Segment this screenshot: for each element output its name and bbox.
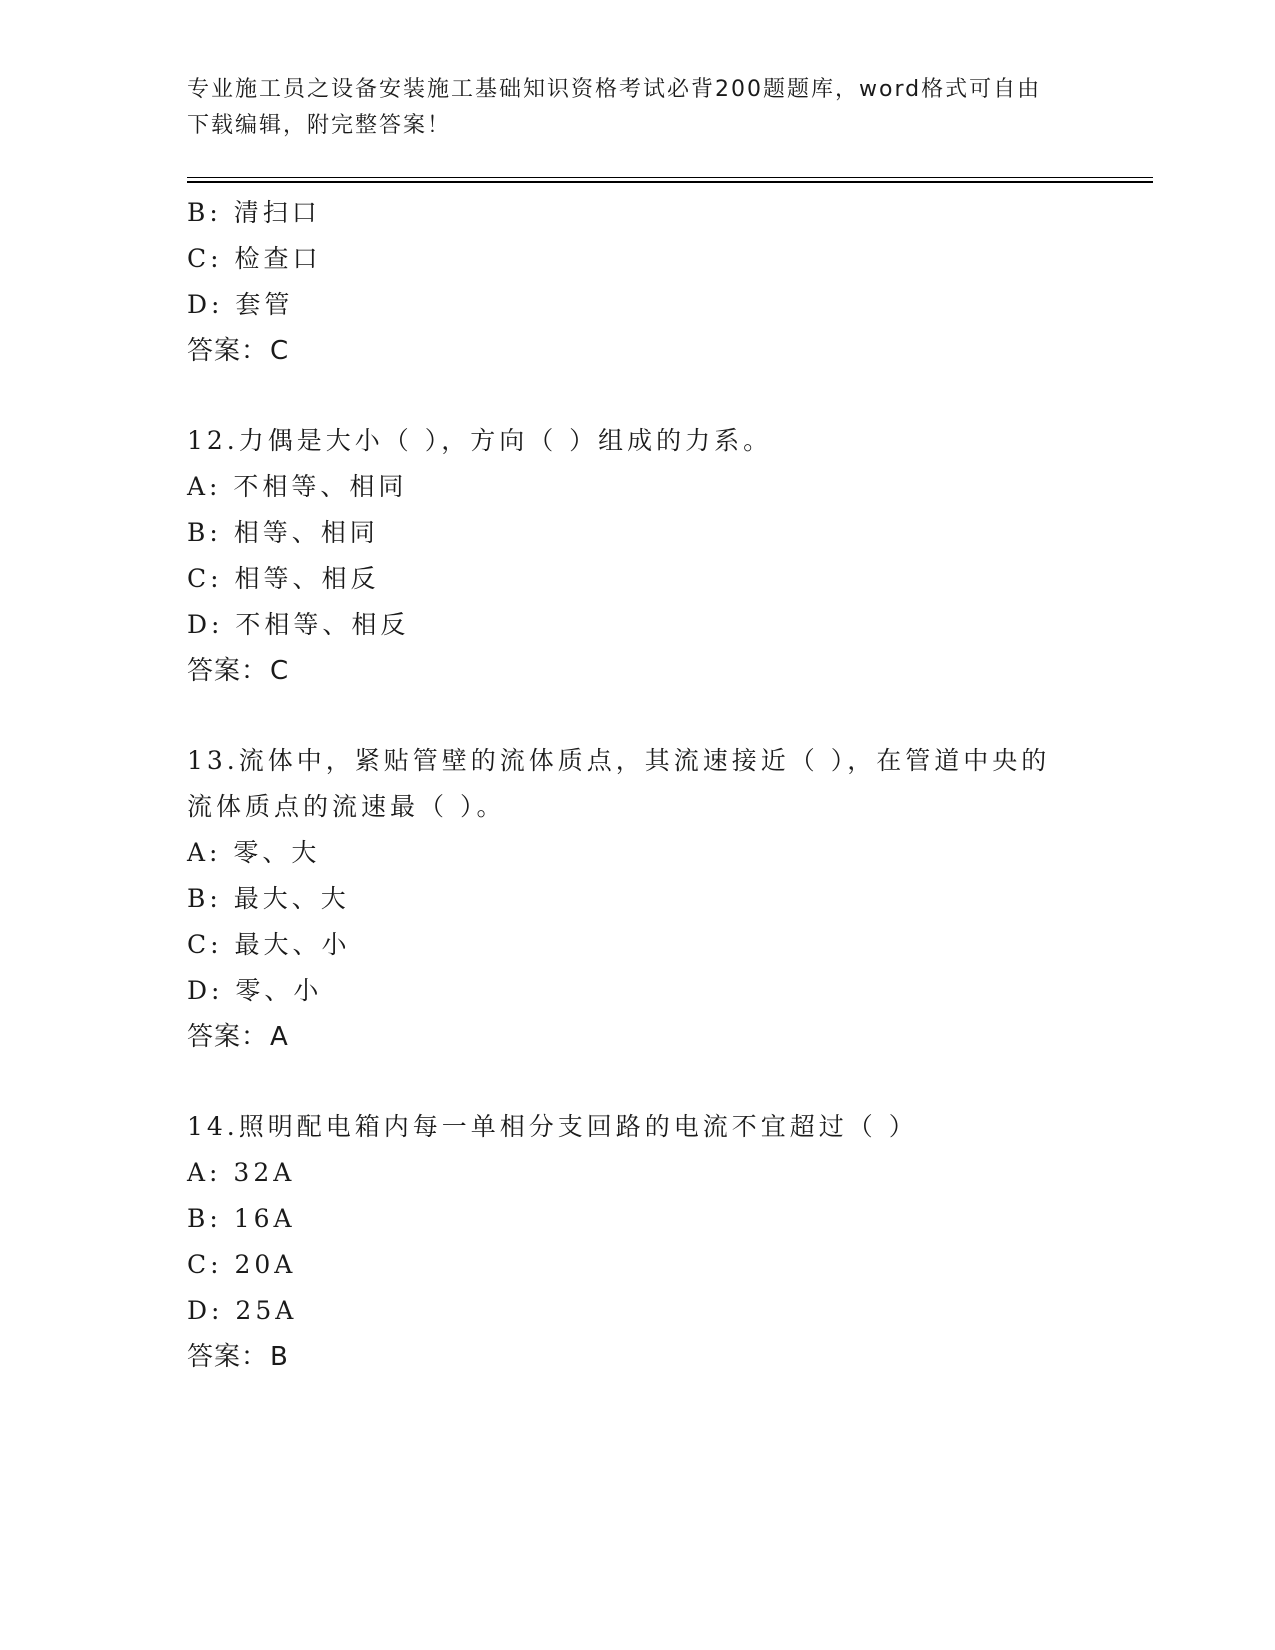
question-text: 12.力偶是大小（ ），方向（ ）组成的力系。 (187, 426, 773, 455)
answer-line (187, 648, 1087, 694)
answer-value: A (270, 1022, 289, 1052)
option-c: C: 相等、相反 (187, 564, 380, 593)
option-b: B: 清扫口 (187, 198, 321, 227)
option-d: D: 不相等、相反 (187, 610, 410, 639)
answer-label: 答案： (187, 1022, 269, 1052)
answer-value: C (270, 656, 290, 686)
option-a: A: 零、大 (187, 838, 321, 867)
question-text-line-2: 流体质点的流速最（ ）。 (187, 792, 506, 821)
option-a: A: 32A (187, 1158, 296, 1187)
header-line-2: 下载编辑，附完整答案！ (187, 113, 452, 138)
header-divider-thin (187, 177, 1153, 178)
option-b: B: 相等、相同 (187, 518, 379, 547)
header-divider-thick (187, 181, 1153, 183)
option-a: A: 不相等、相同 (187, 472, 408, 501)
question-block-11 (187, 190, 1087, 374)
answer-line (187, 328, 1087, 374)
answer-label: 答案： (187, 336, 269, 366)
option-b: B: 最大、大 (187, 884, 350, 913)
question-list (187, 190, 1087, 1380)
question-block-14 (187, 1104, 1087, 1380)
option-d: D: 零、小 (187, 976, 323, 1005)
option-c: C: 最大、小 (187, 930, 351, 959)
question-block-13 (187, 738, 1087, 1060)
answer-label: 答案： (187, 1342, 269, 1372)
question-block-12 (187, 418, 1087, 694)
question-text-line-1: 13.流体中，紧贴管壁的流体质点，其流速接近（ ），在管道中央的 (187, 746, 1051, 775)
option-d: D: 套管 (187, 290, 294, 319)
document-header (187, 72, 1087, 144)
answer-line (187, 1334, 1087, 1380)
option-d: D: 25A (187, 1296, 298, 1325)
option-c: C: 20A (187, 1250, 297, 1279)
answer-value: B (270, 1342, 289, 1372)
question-text: 14.照明配电箱内每一单相分支回路的电流不宜超过（ ） (187, 1112, 918, 1141)
answer-label: 答案： (187, 656, 269, 686)
answer-line (187, 1014, 1087, 1060)
option-b: B: 16A (187, 1204, 296, 1233)
answer-value: C (270, 336, 290, 366)
option-c: C: 检查口 (187, 244, 322, 273)
header-line-1: 专业施工员之设备安装施工基础知识资格考试必背200题题库，word格式可自由 (187, 77, 1042, 102)
